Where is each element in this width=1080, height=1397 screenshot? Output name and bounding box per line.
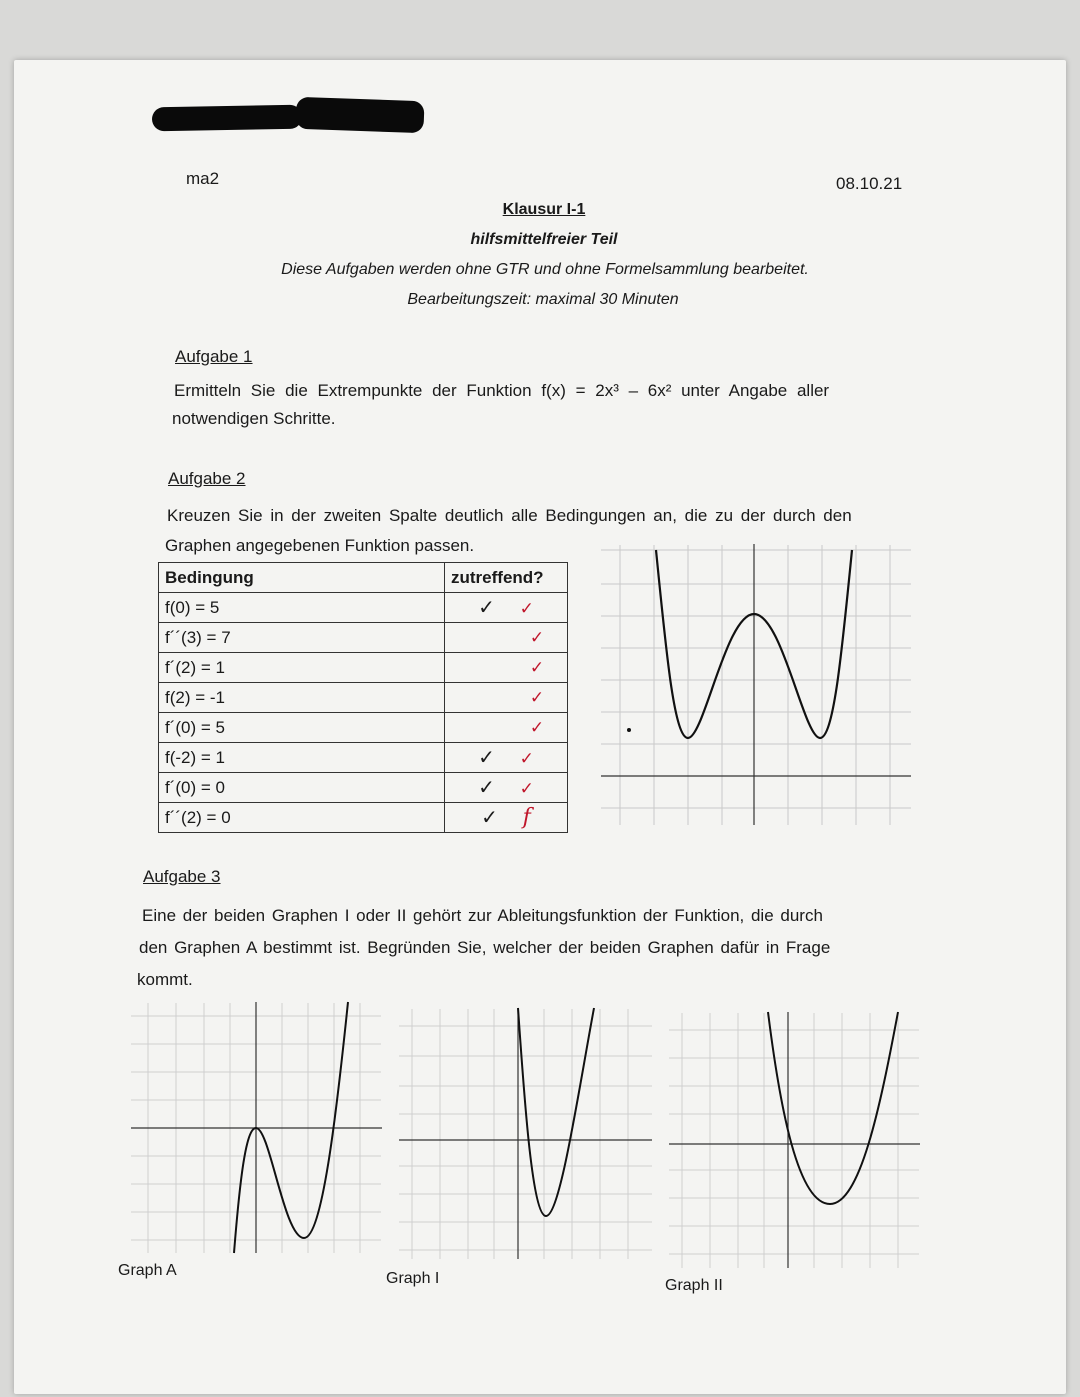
task2-text-line2: Graphen angegebenen Funktion passen. [165,536,475,555]
table-row [159,743,568,773]
graph-i [394,1004,656,1266]
checkbox-cell[interactable] [445,743,568,773]
grid [601,545,911,825]
exam-subtitle: hilfsmittelfreier Teil [470,231,618,248]
condition-cell: f´(0) = 0 [159,773,445,803]
checkbox-cell[interactable] [445,713,568,743]
condition-cell: f´´(3) = 7 [159,623,445,653]
task1-heading: Aufgabe 1 [175,347,253,366]
redacted-name [152,105,302,132]
checkbox-cell[interactable] [445,683,568,713]
table-row [159,713,568,743]
pencil-check-mark: ✓ [481,807,498,829]
red-correction-mark: ✓ [519,749,534,768]
red-correction-mark: ✓ [519,599,534,618]
task3-heading: Aufgabe 3 [143,867,221,886]
course-label: ma2 [186,169,220,188]
table-row [159,593,568,623]
checkbox-cell[interactable] [445,653,568,683]
task1-text-line2: notwendigen Schritte. [172,409,336,428]
task2-text-line1: Kreuzen Sie in der zweiten Spalte deutlich alle Bedingungen an, die zu der durch den [167,506,852,525]
task2-graph [596,540,916,830]
checkbox-cell[interactable] [445,623,568,653]
exam-title: Klausur I-1 [502,201,586,218]
checkbox-cell[interactable] [445,593,568,623]
red-correction-mark: ✓ [519,779,534,798]
exam-instructions: Diese Aufgaben werden ohne GTR und ohne Formelsammlung bearbeitet. [281,261,809,278]
conditions-table [158,562,568,833]
table-row [159,683,568,713]
condition-cell: f(2) = -1 [159,683,445,713]
checkbox-cell[interactable] [445,773,568,803]
graph-a [126,998,386,1258]
task3-text-line2: den Graphen A bestimmt ist. Begründen Sie, welcher der beiden Graphen dafür in Frage [139,938,831,957]
caption-graph-i: Graph I [386,1270,440,1287]
pencil-check-mark: ✓ [478,597,495,619]
red-correction-mark: ✓ [529,688,545,707]
table-row [159,803,568,833]
task3-text-line1: Eine der beiden Graphen I oder II gehört zur Ableitungsfunktion der Funktion, die durch [142,906,823,925]
caption-graph-a: Graph A [118,1262,177,1279]
column-header-applies: zutreffend? [445,563,568,593]
red-correction-mark: ✓ [529,658,545,677]
pencil-check-mark: ✓ [478,777,495,799]
red-correction-mark: ✓ [529,718,545,737]
column-header-condition: Bedingung [159,563,445,593]
dot-mark [627,728,631,732]
pencil-check-mark: ✓ [478,747,495,769]
task1-text-line1: Ermitteln Sie die Extrempunkte der Funktion f(x) = 2x³ – 6x² unter Angabe aller [174,381,830,400]
function-curve [518,1008,594,1216]
condition-cell: f(-2) = 1 [159,743,445,773]
table-row [159,623,568,653]
red-correction-mark: f [522,805,531,830]
condition-cell: f´´(2) = 0 [159,803,445,833]
red-correction-mark: ✓ [529,628,545,647]
graph-ii [664,1008,924,1274]
table-row [159,653,568,683]
redacted-name [295,97,424,133]
task3-text-line3: kommt. [137,970,193,989]
table-header-row [159,563,568,593]
condition-cell: f´(0) = 5 [159,713,445,743]
exam-date: 08.10.21 [836,174,903,193]
caption-graph-ii: Graph II [665,1277,723,1294]
checkbox-cell[interactable] [445,803,568,833]
table-row [159,773,568,803]
task2-heading: Aufgabe 2 [168,469,246,488]
condition-cell: f(0) = 5 [159,593,445,623]
exam-time-limit: Bearbeitungszeit: maximal 30 Minuten [407,291,679,308]
condition-cell: f´(2) = 1 [159,653,445,683]
